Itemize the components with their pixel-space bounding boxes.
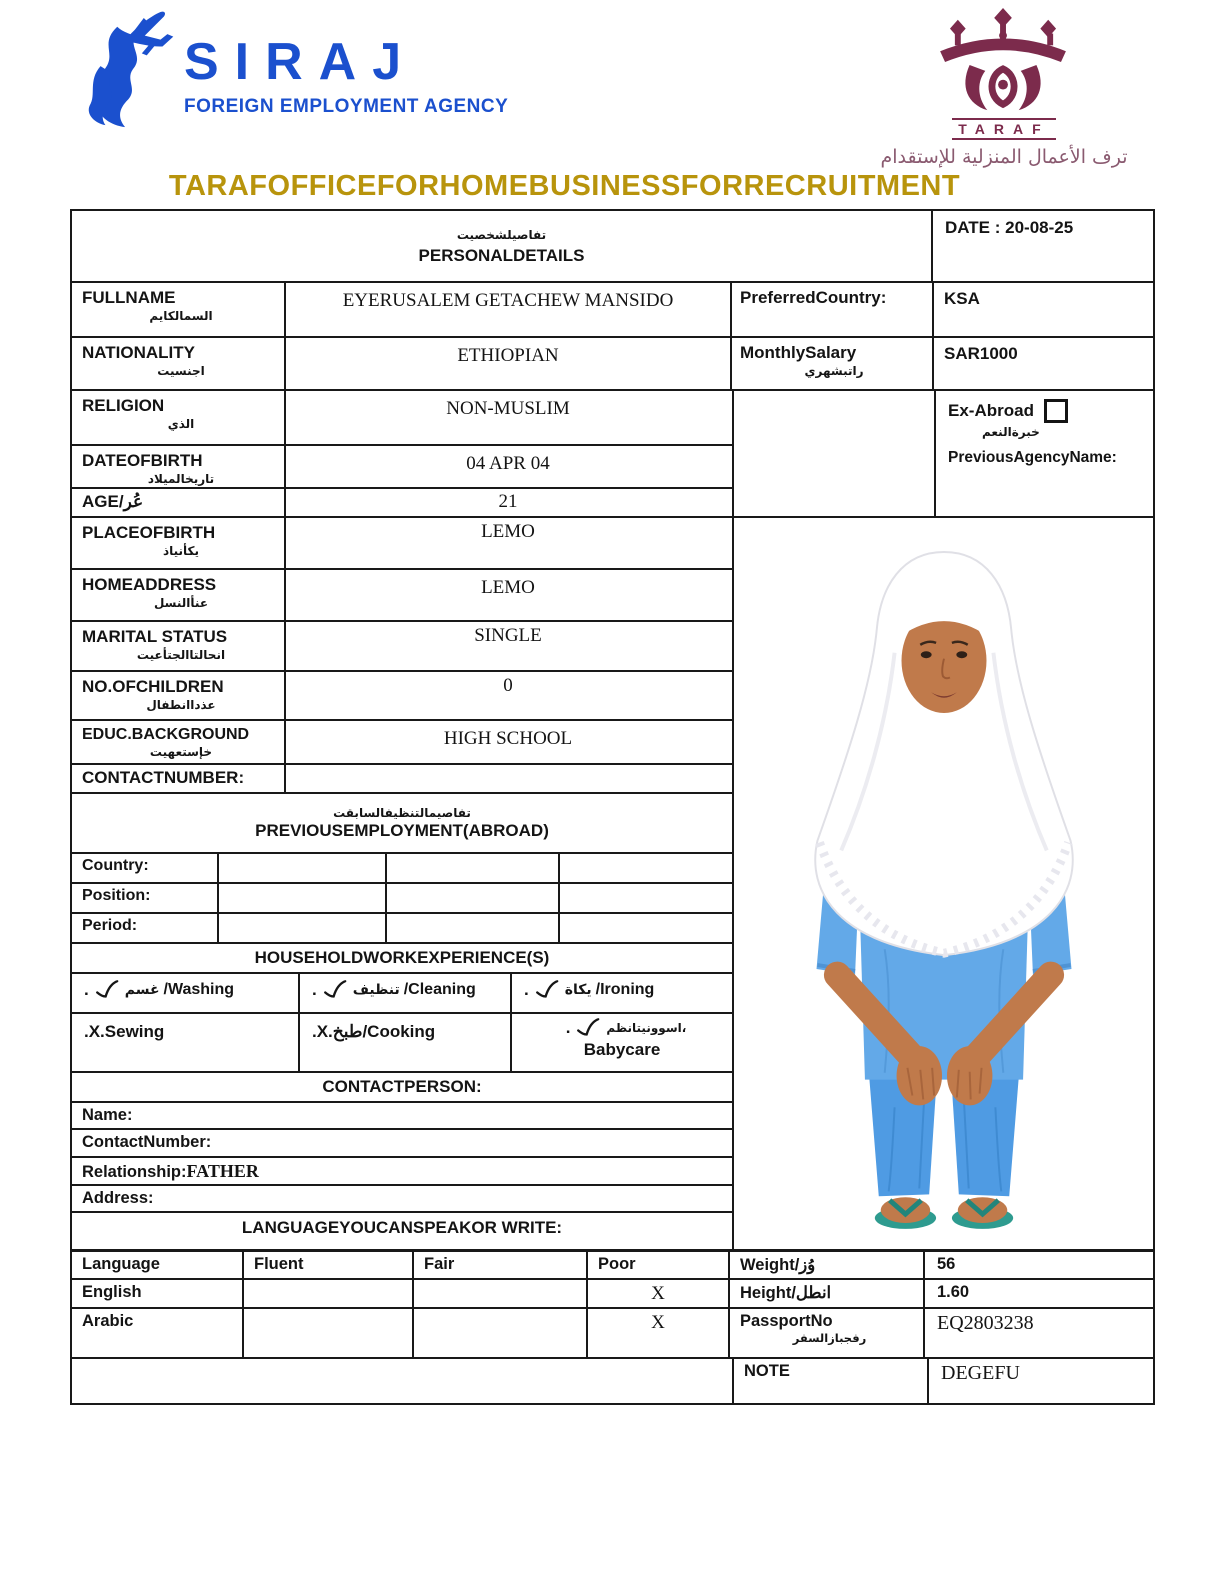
dob-value: 04 APR 04 (466, 452, 550, 474)
pob-row (72, 518, 732, 568)
check-icon (94, 980, 119, 1000)
religion-label: RELIGION (82, 396, 165, 415)
washing-dot: . (84, 979, 89, 999)
preferred-country-label: PreferredCountry: (740, 288, 887, 307)
education-row (72, 719, 732, 763)
nationality-row (72, 336, 1153, 389)
cp-name-row (72, 1101, 732, 1128)
prev-position-cell-2 (385, 884, 558, 912)
date-field: DATE : 20-08-25 (931, 211, 1153, 281)
language-header-row (72, 1211, 732, 1249)
religion-dob-age-block (72, 389, 1153, 516)
monthly-salary-value: SAR1000 (932, 338, 1153, 389)
prev-employment-heading: PREVIOUSEMPLOYMENT(ABROAD) (255, 821, 549, 841)
contact-number-label: CONTACTNUMBER: (82, 768, 245, 788)
prev-employment-heading-cell (72, 794, 732, 852)
personal-details-header-row (72, 211, 1153, 281)
home-address-label: HOMEADDRESS (82, 574, 217, 594)
contact-number-row (72, 763, 732, 792)
age-value-cell (284, 489, 730, 516)
sewing-label: .X.Sewing (84, 1021, 165, 1041)
religion-dob-age-left (72, 391, 732, 516)
marital-label-cell (72, 622, 284, 670)
preferred-country-value: KSA (932, 283, 1153, 336)
prev-country-cell-2 (385, 854, 558, 882)
ex-abroad-arabic: خبرةالنعم (982, 425, 1040, 439)
education-label: EDUC.BACKGROUND (82, 726, 250, 744)
weight-label: Weight/وُز (740, 1256, 816, 1274)
personal-details-heading: PERSONALDETAILS (418, 245, 585, 265)
cleaning-dot: . (312, 979, 317, 999)
babycare-arabic: اسوونيتانظم، (606, 1020, 687, 1035)
pob-arabic: يكأنياذ (162, 544, 200, 558)
cp-address-label: Address: (82, 1189, 154, 1208)
passport-label: PassportNo (740, 1312, 833, 1330)
prev-position-cell-3 (558, 884, 732, 912)
education-label-cell (72, 721, 284, 763)
babycare-dot: . (565, 1017, 571, 1037)
contact-number-label-cell (72, 765, 284, 792)
ironing-cell (510, 974, 732, 1012)
cp-number-label: ContactNumber: (82, 1133, 212, 1152)
prev-position-row (72, 882, 732, 912)
nationality-value-cell (284, 338, 730, 389)
babycare-cell (510, 1014, 732, 1072)
cp-relationship-cell (72, 1158, 732, 1184)
fullname-row (72, 281, 1153, 336)
prev-country-label: Country: (82, 857, 149, 875)
religion-row (72, 391, 732, 444)
children-arabic: عذداانطفال (146, 697, 216, 712)
dob-label-cell (72, 446, 284, 487)
passport-label-cell (728, 1309, 923, 1357)
monthly-salary-label-cell (730, 338, 932, 389)
ironing-label: /Ironing (595, 980, 655, 998)
prev-position-label: Position: (82, 886, 151, 904)
fullname-arabic: السمالكايم (149, 309, 213, 323)
taraf-logo (854, 8, 1154, 168)
recruitment-form (70, 209, 1155, 1405)
language-heading: LANGUAGEYOUCANSPEAKOR WRITE: (241, 1218, 563, 1238)
taraf-wordmark: TARAF (952, 118, 1055, 140)
weight-label-cell (728, 1252, 923, 1278)
page-title: TARAFOFFICEFORHOMEBUSINESSFORRECRUITMENT (168, 170, 961, 202)
cp-relationship-label: Relationship: (82, 1163, 187, 1182)
prev-country-row (72, 852, 732, 882)
cooking-label: .X.طبخ/Cooking (312, 1021, 436, 1041)
prev-position-cell-1 (217, 884, 385, 912)
religion-value-cell (284, 391, 730, 444)
height-label-cell (728, 1280, 923, 1307)
candidate-photo-illustration (776, 532, 1112, 1238)
cp-name-label: Name: (82, 1106, 133, 1125)
height-label: Height/انطل (740, 1284, 832, 1302)
nationality-label: NATIONALITY (82, 343, 196, 362)
height-value: 1.60 (923, 1280, 1153, 1307)
note-value: DEGEFU (927, 1359, 1153, 1403)
cp-relationship-row (72, 1156, 732, 1184)
prev-employment-arabic: تفاصيمالتنظيفالسابقت (333, 806, 471, 821)
home-address-label-cell (72, 570, 284, 620)
age-row (72, 487, 732, 516)
children-label-cell (72, 672, 284, 720)
language-heading-cell (72, 1213, 732, 1249)
household-row-1 (72, 972, 732, 1012)
check-icon (322, 980, 347, 1000)
home-address-row (72, 568, 732, 620)
cleaning-cell (298, 974, 510, 1012)
check-icon (576, 1018, 601, 1038)
monthly-salary-arabic: راتبشهري (804, 364, 864, 378)
dob-row (72, 444, 732, 487)
preferred-country-label-cell (730, 283, 932, 336)
passport-value: EQ2803238 (923, 1309, 1153, 1357)
contact-person-heading-cell (72, 1073, 732, 1101)
personal-details-heading-cell (72, 211, 931, 281)
cleaning-label: /Cleaning (403, 980, 476, 998)
previous-agency-label: PreviousAgencyName: (948, 449, 1117, 466)
fullname-value-cell (284, 283, 730, 336)
english-row (72, 1278, 1153, 1307)
prev-country-cell-3 (558, 854, 732, 882)
passport-arabic: رفجبازالسفر (792, 1331, 867, 1345)
babycare-label: Babycare (583, 1039, 661, 1059)
arabic-row (72, 1307, 1153, 1357)
ex-abroad-label: Ex-Abroad (948, 401, 1034, 420)
col-poor: Poor (586, 1252, 728, 1278)
children-value: 0 (503, 674, 513, 696)
dob-value-cell (284, 446, 730, 487)
education-arabic: خإستعهيت (149, 745, 213, 760)
household-header-row (72, 942, 732, 972)
siraj-name: SIRAJ (184, 33, 418, 91)
prev-period-label: Period: (82, 916, 138, 934)
ex-abroad-cell (934, 391, 1153, 516)
fullname-label-cell (72, 283, 284, 336)
children-label: NO.OFCHILDREN (82, 676, 224, 696)
household-heading-cell (72, 944, 732, 972)
pob-value: LEMO (481, 521, 535, 542)
empty-cell (732, 391, 934, 516)
home-address-value-cell (284, 570, 730, 620)
arabic-poor-mark: X (651, 1312, 665, 1333)
col-fair: Fair (412, 1252, 586, 1278)
pob-label: PLACEOFBIRTH (82, 523, 216, 542)
children-row (72, 670, 732, 720)
ironing-arabic: يكاة (564, 981, 592, 998)
col-fluent: Fluent (242, 1252, 412, 1278)
marital-arabic: انحالتاالجتأعيت (136, 647, 226, 662)
religion-value: NON-MUSLIM (446, 398, 570, 419)
dob-arabic: تاريخالميلاد (147, 471, 215, 486)
marital-row (72, 620, 732, 670)
prev-period-cell-1 (217, 914, 385, 942)
fullname-label: FULLNAME (82, 288, 176, 307)
empty-span-cell (72, 1359, 732, 1403)
note-label: NOTE (732, 1359, 927, 1403)
ex-abroad-checkbox[interactable] (1044, 399, 1068, 423)
document-header (0, 0, 1224, 168)
age-label: AGE/عُر (82, 491, 144, 511)
children-value-cell (284, 672, 730, 720)
prev-period-cell-3 (558, 914, 732, 942)
age-value: 21 (498, 490, 518, 512)
arabic-label: Arabic (82, 1312, 134, 1330)
language-table-header-row (72, 1249, 1153, 1278)
siraj-subtitle: FOREIGN EMPLOYMENT AGENCY (184, 96, 509, 117)
crown-icon (920, 8, 1088, 120)
candidate-photo (732, 518, 1153, 1249)
details-left-column (72, 518, 732, 1249)
cp-relationship-value: FATHER (186, 1161, 259, 1182)
prev-country-cell-1 (217, 854, 385, 882)
sewing-cell (72, 1014, 298, 1072)
details-photo-block (72, 516, 1153, 1249)
religion-arabic: الذي (167, 417, 195, 431)
prev-employment-header-row (72, 792, 732, 852)
note-row (72, 1357, 1153, 1403)
education-value-cell (284, 721, 730, 763)
col-language: Language (82, 1255, 160, 1273)
siraj-logo (72, 8, 508, 140)
age-label-cell (72, 489, 284, 516)
contact-person-header-row (72, 1071, 732, 1101)
pob-label-cell (72, 518, 284, 568)
marital-value-cell (284, 622, 730, 670)
cp-address-row (72, 1184, 732, 1211)
home-address-value: LEMO (481, 576, 535, 598)
monthly-salary-label: MonthlySalary (740, 343, 857, 362)
dob-label: DATEOFBIRTH (82, 450, 203, 470)
english-poor-mark: X (651, 1283, 665, 1304)
prev-period-cell-2 (385, 914, 558, 942)
taraf-arabic-tagline: ترف الأعمال المنزلية للإستقدام (880, 146, 1128, 168)
home-address-arabic: عنأالنسل (153, 595, 209, 610)
education-value: HIGH SCHOOL (443, 728, 573, 750)
contact-number-value-cell (284, 765, 730, 792)
washing-arabic: غسم (124, 981, 160, 998)
washing-label: /Washing (163, 980, 235, 998)
prev-period-row (72, 912, 732, 942)
nationality-label-cell (72, 338, 284, 389)
nationality-arabic: اجنسيت (157, 364, 205, 378)
personal-details-arabic: تفاصيلشخصيت (456, 227, 547, 242)
cp-number-row (72, 1128, 732, 1156)
household-row-2 (72, 1012, 732, 1072)
washing-cell (72, 974, 298, 1012)
cooking-cell (298, 1014, 510, 1072)
religion-label-cell (72, 391, 284, 444)
check-icon (534, 980, 559, 1000)
marital-label: MARITAL STATUS (82, 626, 228, 646)
ironing-dot: . (524, 979, 529, 999)
pob-value-cell (284, 518, 730, 568)
weight-value: 56 (923, 1252, 1153, 1278)
siraj-wordmark (184, 33, 509, 118)
household-heading: HOUSEHOLDWORKEXPERIENCE(S) (254, 947, 550, 967)
contact-person-heading: CONTACTPERSON: (322, 1077, 482, 1097)
nationality-value: ETHIOPIAN (457, 345, 559, 366)
cleaning-arabic: تنظيف (352, 981, 400, 998)
flame-plane-icon (72, 8, 190, 140)
marital-value: SINGLE (474, 624, 542, 646)
english-label: English (82, 1283, 142, 1301)
fullname-value: EYERUSALEM GETACHEW MANSIDO (342, 290, 674, 311)
